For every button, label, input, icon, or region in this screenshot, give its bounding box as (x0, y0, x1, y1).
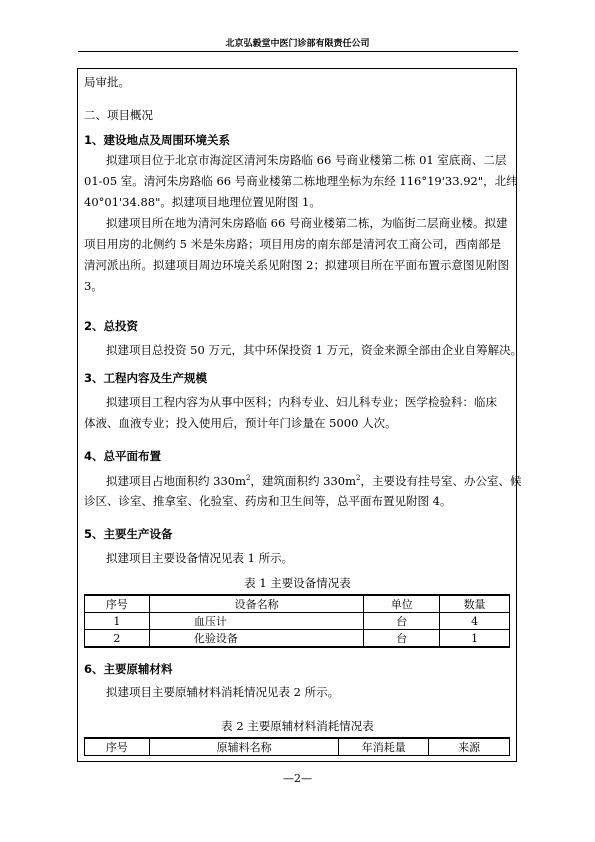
table-header-row (85, 738, 510, 756)
header-rule (78, 51, 518, 52)
table-header: 序号 (85, 595, 150, 613)
paragraph-line: 清河派出所。拟建项目周边环境关系见附图 2；拟建项目所在平面布置示意图见附图 (84, 258, 509, 272)
continued-text: 局审批。 (84, 75, 130, 89)
heading-equipment: 5、主要生产设备 (84, 527, 173, 541)
table-header: 数量 (440, 595, 510, 613)
paragraph-line: 拟建项目总投资 50 万元，其中环保投资 1 万元，资金来源全部由企业自筹解决。 (106, 343, 523, 357)
heading-materials: 6、主要原辅材料 (84, 662, 173, 676)
table-cell: 台 (364, 613, 440, 630)
table2-caption: 表 2 主要原辅材料消耗情况表 (221, 719, 374, 733)
paragraph-line: 01-05 室。清河朱房路临 66 号商业楼第二栋地理坐标为东经 116°19'33.92"，北纬 (84, 174, 518, 188)
equipment-table (84, 594, 510, 648)
paragraph-line: 拟建项目位于北京市海淀区清河朱房路临 66 号商业楼第二栋 01 室底商、二层 (106, 153, 507, 167)
page-header: 北京弘毅堂中医门诊部有限责任公司 (225, 39, 370, 49)
superscript: 2 (246, 474, 251, 482)
materials-table (84, 737, 510, 756)
table-header: 序号 (85, 738, 150, 756)
page-number: —2— (283, 772, 312, 785)
heading-investment: 2、总投资 (84, 319, 139, 333)
paragraph-line: 项目用房的北侧约 5 米是朱房路；项目用房的南东部是清河农工商公司，西南部是 (84, 237, 502, 251)
superscript: 2 (356, 474, 361, 482)
table-cell: 血压计 (149, 613, 364, 630)
paragraph-line: 3。 (84, 279, 103, 293)
table-cell: 化验设备 (149, 630, 364, 648)
paragraph-line: 体液、血液专业；投入使用后，预计年门诊量在 5000 人次。 (84, 416, 397, 430)
table-row (85, 613, 510, 630)
table-cell: 1 (440, 630, 510, 648)
table-header: 原辅料名称 (149, 738, 339, 756)
table-header: 年消耗量 (339, 738, 429, 756)
table-header: 来源 (429, 738, 510, 756)
table-header: 单位 (364, 595, 440, 613)
table-row (85, 630, 510, 648)
paragraph-line: 拟建项目主要原辅材料消耗情况见表 2 所示。 (106, 685, 340, 699)
table-header-row (85, 595, 510, 613)
heading-location: 1、建设地点及周围环境关系 (84, 133, 231, 147)
section-title: 二、项目概况 (84, 108, 153, 122)
heading-layout: 4、总平面布置 (84, 449, 162, 463)
paragraph-line: 拟建项目主要设备情况见表 1 所示。 (106, 551, 294, 565)
text-segment: ，建筑面积约 330m (250, 473, 356, 488)
text-segment: ，主要设有挂号室、办公室、候 (360, 473, 522, 488)
table-cell: 2 (85, 630, 150, 648)
paragraph-line: 40°01'34.88"。拟建项目地理位置见附图 1。 (84, 195, 321, 209)
table-cell: 4 (440, 613, 510, 630)
heading-scope: 3、工程内容及生产规模 (84, 371, 208, 385)
table-cell: 台 (364, 630, 440, 648)
text-segment: 拟建项目占地面积约 330m (106, 473, 247, 488)
paragraph-line: 诊区、诊室、推拿室、化验室、药房和卫生间等，总平面布置见附图 4。 (84, 494, 452, 508)
paragraph-line: 拟建项目工程内容为从事中医科；内科专业、妇儿科专业；医学检验科：临床 (106, 395, 497, 409)
paragraph-line: 拟建项目所在地为清河朱房路临 66 号商业楼第二栋，为临街二层商业楼。拟建 (106, 216, 508, 230)
table1-caption: 表 1 主要设备情况表 (244, 576, 351, 590)
table-cell: 1 (85, 613, 150, 630)
paragraph-line (106, 470, 521, 490)
table-header: 设备名称 (149, 595, 364, 613)
